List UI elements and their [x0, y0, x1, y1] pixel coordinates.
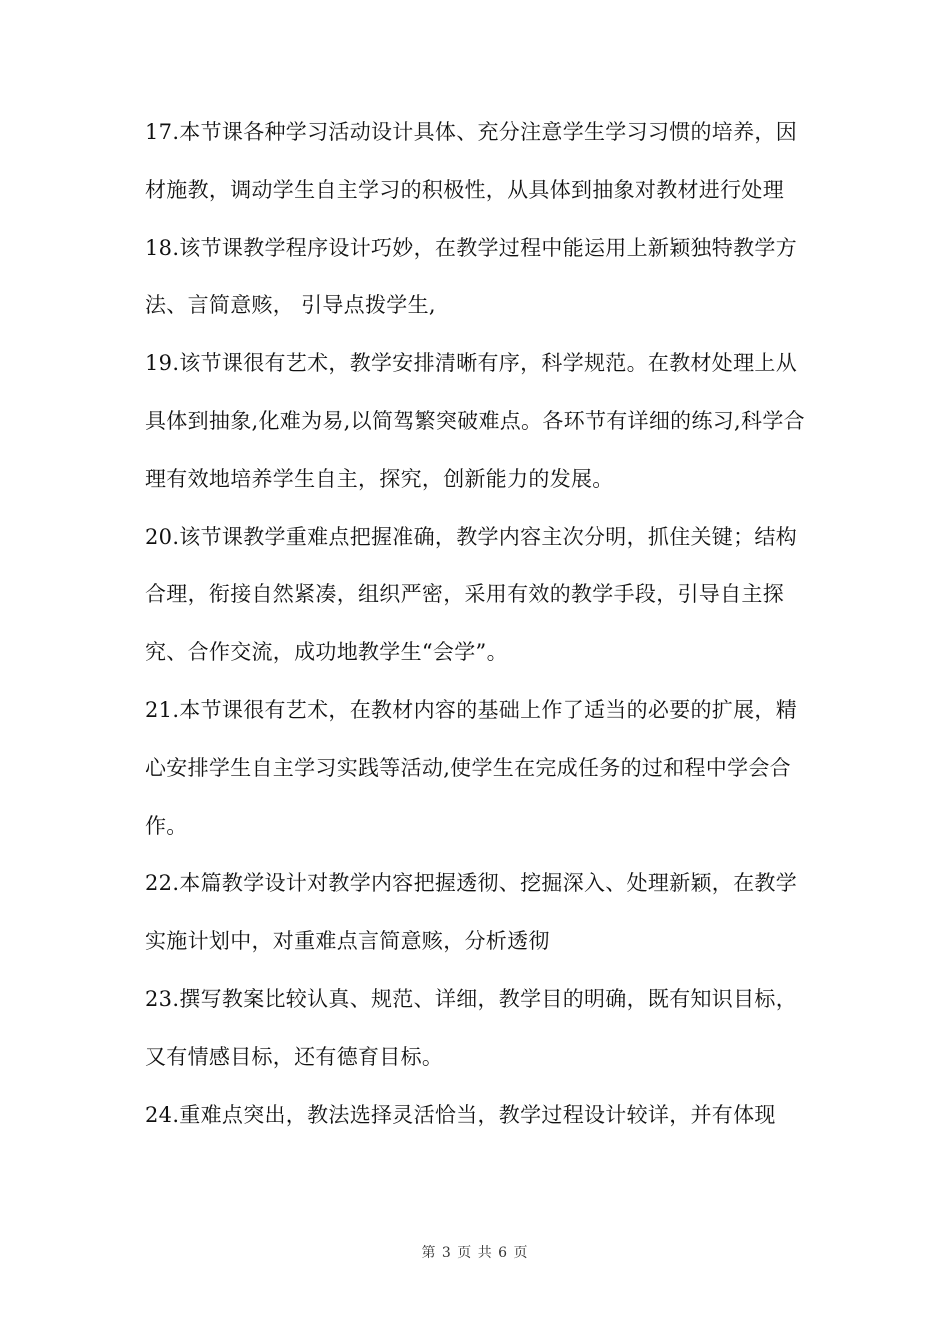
paragraph-23: 23.撰写教案比较认真、规范、详细，教学目的明确，既有知识目标，又有情感目标，还有德育目标。	[145, 986, 797, 1069]
paragraph-18: 18.该节课教学程序设计巧妙，在教学过程中能运用上新颖独特教学方法、言简意赅， 引导点拨学生,	[145, 235, 797, 318]
document-body	[145, 104, 810, 1144]
paragraph-19: 19.该节课很有艺术，教学安排清晰有序，科学规范。在教材处理上从具体到抽象,化难为易,以简驾繁突破难点。各环节有详细的练习,科学合理有效地培养学生自主，探究，创新能力的发展。	[145, 351, 805, 491]
paragraph-17: 17.本节课各种学习活动设计具体、充分注意学生学习习惯的培养，因材施教，调动学生自主学习的积极性，从具体到抽象对教材进行处理	[145, 120, 797, 202]
page-number-footer: 第 3 页 共 6 页	[421, 1245, 529, 1261]
paragraph-24: 24.重难点突出，教法选择灵活恰当，教学过程设计较详，并有体现	[145, 1102, 776, 1127]
paragraph-20: 20.该节课教学重难点把握准确，教学内容主次分明，抓住关键；结构合理，衔接自然紧凑，组织严密，采用有效的教学手段，引导自主探究、合作交流，成功地教学生“会学”。	[145, 524, 797, 665]
paragraph-21: 21.本节课很有艺术，在教材内容的基础上作了适当的必要的扩展，精心安排学生自主学习实践等活动,使学生在完成任务的过和程中学会合作。	[145, 697, 797, 838]
paragraph-22: 22.本篇教学设计对教学内容把握透彻、挖掘深入、处理新颖，在教学实施计划中，对重难点言简意赅，分析透彻	[145, 871, 797, 954]
